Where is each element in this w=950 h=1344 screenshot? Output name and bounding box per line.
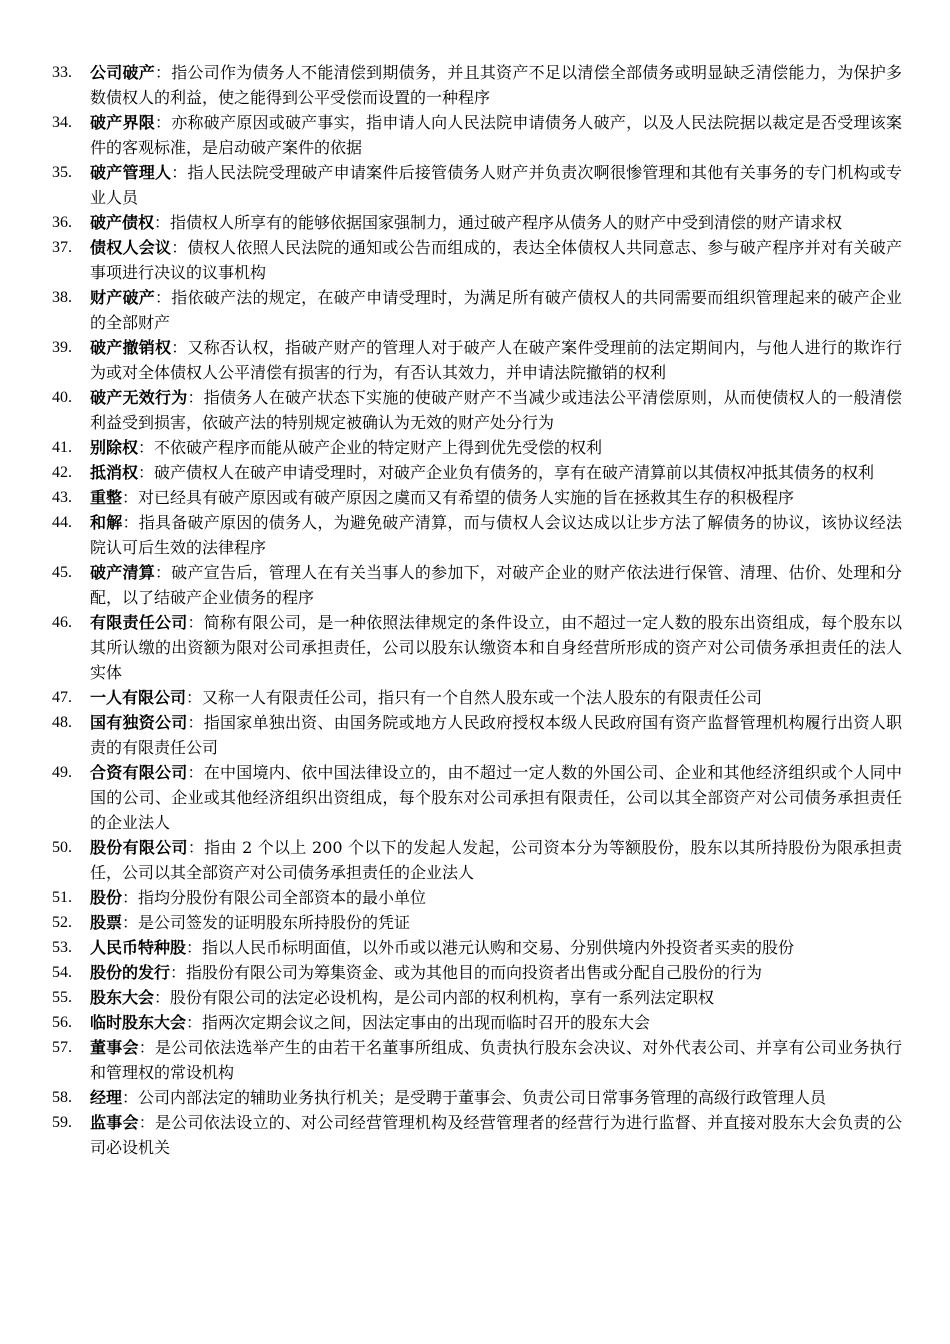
glossary-entry	[52, 1035, 902, 1085]
term-definition: 股份有限公司的法定必设机构，是公司内部的权利机构，享有一系列法定职权	[170, 988, 715, 1007]
term-definition: 是公司依法设立的、对公司经营管理机构及经营管理者的经营行为进行监督、并直接对股东大会负责的公司必设机关	[90, 1113, 902, 1157]
entry-number: 41.	[52, 439, 72, 456]
term-definition: 指债权人所享有的能够依据国家强制力，通过破产程序从债务人的财产中受到清偿的财产请求权	[170, 213, 843, 232]
term-definition: 指股份有限公司为筹集资金、或为其他目的而向投资者出售或分配自己股份的行为	[186, 963, 763, 982]
term-separator: ：	[187, 713, 204, 732]
glossary-entry	[52, 435, 902, 460]
glossary-entry	[52, 560, 902, 610]
term-name: 合资有限公司	[90, 763, 188, 782]
term-separator: ：	[154, 988, 171, 1007]
term-separator: ：	[154, 563, 172, 582]
term-name: 股份有限公司	[90, 838, 188, 857]
term-definition: 指公司作为债务人不能清偿到期债务，并且其资产不足以清偿全部债务或明显缺乏清偿能力，为保护多数债权人的利益，使之能得到公平受偿而设置的一种程序	[90, 63, 902, 107]
entry-number: 53.	[52, 939, 72, 956]
term-separator: ：	[187, 763, 204, 782]
term-separator: ：	[138, 1113, 155, 1132]
term-separator: ：	[187, 613, 204, 632]
entry-number: 44.	[52, 514, 72, 531]
entry-number: 33.	[52, 64, 72, 81]
glossary-entry	[52, 60, 902, 110]
term-separator: ：	[187, 838, 205, 857]
term-name: 股东大会	[90, 988, 155, 1007]
term-definition: 公司内部法定的辅助业务执行机关；是受聘于董事会、负责公司日常事务管理的高级行政管理人员	[138, 1088, 827, 1107]
term-separator: ：	[122, 1088, 139, 1107]
term-definition: 指债务人在破产状态下实施的使破产财产不当减少或违法公平清偿原则，从而使债权人的一般清偿利益受到损害，依破产法的特别规定被确认为无效的财产处分行为	[90, 388, 902, 432]
term-name: 和解	[90, 513, 123, 532]
term-definition: 破产宣告后，管理人在有关当事人的参加下，对破产企业的财产依法进行保管、清理、估价、处理和分配，以了结破产企业债务的程序	[90, 563, 902, 607]
term-name: 公司破产	[90, 63, 155, 82]
entry-number: 34.	[52, 114, 72, 131]
term-separator: ：	[186, 938, 203, 957]
glossary-entry	[52, 960, 902, 985]
term-definition: 指具备破产原因的债务人，为避免破产清算，而与债权人会议达成以让步方法了解债务的协议，该协议经法院认可后生效的法律程序	[90, 513, 902, 557]
entry-number: 38.	[52, 289, 72, 306]
term-name: 破产债权	[90, 213, 155, 232]
entry-number: 56.	[52, 1014, 72, 1031]
entry-number: 48.	[52, 714, 72, 731]
term-definition: 是公司签发的证明股东所持股份的凭证	[138, 913, 411, 932]
glossary-entry	[52, 1110, 902, 1160]
term-name: 破产清算	[90, 563, 155, 582]
term-separator: ：	[170, 963, 187, 982]
entry-number: 39.	[52, 339, 72, 356]
term-name: 股份的发行	[90, 963, 171, 982]
term-separator: ：	[154, 213, 171, 232]
term-name: 破产无效行为	[90, 388, 188, 407]
term-name: 国有独资公司	[90, 713, 188, 732]
entry-number: 46.	[52, 614, 72, 631]
glossary-list	[52, 60, 902, 1160]
glossary-entry	[52, 885, 902, 910]
term-separator: ：	[138, 463, 155, 482]
term-name: 有限责任公司	[90, 613, 188, 632]
term-name: 别除权	[90, 438, 139, 457]
glossary-entry	[52, 835, 902, 885]
term-definition: 指依破产法的规定，在破产申请受理时，为满足所有破产债权人的共同需要而组织管理起来的破产企业的全部财产	[90, 288, 902, 332]
term-separator: ：	[154, 288, 172, 307]
glossary-entry	[52, 460, 902, 485]
glossary-entry	[52, 910, 902, 935]
entry-number: 59.	[52, 1114, 72, 1131]
term-name: 监事会	[90, 1113, 139, 1132]
term-name: 经理	[90, 1088, 123, 1107]
term-separator: ：	[171, 238, 188, 257]
term-name: 人民币特种股	[90, 938, 187, 957]
term-separator: ：	[186, 1013, 203, 1032]
entry-number: 36.	[52, 214, 72, 231]
term-separator: ：	[122, 488, 139, 507]
entry-number: 50.	[52, 839, 72, 856]
term-definition: 指由 2 个以上 200 个以下的发起人发起，公司资本分为等额股份，股东以其所持股份为限承担责任，公司以其全部资产对公司债务承担责任的企业法人	[90, 838, 902, 882]
term-separator: ：	[122, 513, 139, 532]
glossary-entry	[52, 1010, 902, 1035]
term-name: 股份	[90, 888, 123, 907]
glossary-entry	[52, 685, 902, 710]
glossary-entry	[52, 485, 902, 510]
glossary-entry	[52, 110, 902, 160]
term-name: 破产管理人	[90, 163, 172, 182]
glossary-entry	[52, 1085, 902, 1110]
term-name: 财产破产	[90, 288, 155, 307]
term-definition: 在中国境内、依中国法律设立的，由不超过一定人数的外国公司、企业和其他经济组织或个人同中国的公司、企业或其他经济组织出资组成，每个股东对公司承担有限责任，公司以其全部资产对公司债务承担责任的企业法人	[90, 763, 902, 832]
glossary-entry	[52, 335, 902, 385]
term-separator: ：	[154, 113, 172, 132]
term-separator: ：	[171, 163, 188, 182]
term-definition: 不依破产程序而能从破产企业的特定财产上得到优先受偿的权利	[154, 438, 603, 457]
term-definition: 指国家单独出资、由国务院或地方人民政府授权本级人民政府国有资产监督管理机构履行出资人职责的有限责任公司	[90, 713, 902, 757]
glossary-entry	[52, 210, 902, 235]
term-definition: 简称有限公司，是一种依照法律规定的条件设立，由不超过一定人数的股东出资组成，每个股东以其所认缴的出资额为限对公司承担责任，公司以股东认缴资本和自身经营所形成的资产对公司债务承担责任的法人实体	[90, 613, 902, 682]
term-name: 抵消权	[90, 463, 139, 482]
entry-number: 37.	[52, 239, 72, 256]
term-separator: ：	[171, 338, 188, 357]
glossary-entry	[52, 710, 902, 760]
term-separator: ：	[122, 888, 139, 907]
entry-number: 52.	[52, 914, 72, 931]
term-name: 破产撤销权	[90, 338, 172, 357]
term-definition: 破产债权人在破产申请受理时，对破产企业负有债务的，享有在破产清算前以其债权冲抵其债务的权利	[154, 463, 875, 482]
term-name: 债权人会议	[90, 238, 172, 257]
glossary-entry	[52, 610, 902, 685]
term-separator: ：	[122, 913, 139, 932]
glossary-entry	[52, 760, 902, 835]
entry-number: 54.	[52, 964, 72, 981]
term-definition: 指两次定期会议之间，因法定事由的出现而临时召开的股东大会	[202, 1013, 651, 1032]
entry-number: 55.	[52, 989, 72, 1006]
term-separator: ：	[138, 1038, 155, 1057]
term-name: 临时股东大会	[90, 1013, 187, 1032]
entry-number: 51.	[52, 889, 72, 906]
term-definition: 是公司依法选举产生的由若干名董事所组成、负责执行股东会决议、对外代表公司、并享有公司业务执行和管理权的常设机构	[90, 1038, 902, 1082]
term-name: 一人有限公司	[90, 688, 187, 707]
glossary-entry	[52, 985, 902, 1010]
term-definition: 亦称破产原因或破产事实，指申请人向人民法院申请债务人破产，以及人民法院据以裁定是否受理该案件的客观标准，是启动破产案件的依据	[90, 113, 902, 157]
term-definition: 债权人依照人民法院的通知或公告而组成的，表达全体债权人共同意志、参与破产程序并对有关破产事项进行决议的议事机构	[90, 238, 902, 282]
entry-number: 35.	[52, 164, 72, 181]
entry-number: 47.	[52, 689, 72, 706]
term-name: 股票	[90, 913, 123, 932]
term-definition: 对已经具有破产原因或有破产原因之虞而又有希望的债务人实施的旨在拯救其生存的积极程序	[138, 488, 795, 507]
term-separator: ：	[186, 688, 203, 707]
entry-number: 57.	[52, 1039, 72, 1056]
entry-number: 42.	[52, 464, 72, 481]
glossary-entry	[52, 235, 902, 285]
term-definition: 又称一人有限责任公司，指只有一个自然人股东或一个法人股东的有限责任公司	[202, 688, 763, 707]
glossary-entry	[52, 510, 902, 560]
entry-number: 49.	[52, 764, 72, 781]
term-separator: ：	[154, 63, 172, 82]
term-name: 破产界限	[90, 113, 155, 132]
term-definition: 指人民法院受理破产申请案件后接管债务人财产并负责次啊很惨管理和其他有关事务的专门机构或专业人员	[90, 163, 902, 207]
glossary-entry	[52, 385, 902, 435]
entry-number: 58.	[52, 1089, 72, 1106]
glossary-entry	[52, 935, 902, 960]
term-definition: 又称否认权，指破产财产的管理人对于破产人在破产案件受理前的法定期间内，与他人进行的欺诈行为或对全体债权人公平清偿有损害的行为，有否认其效力，并申请法院撤销的权利	[90, 338, 902, 382]
term-name: 重整	[90, 488, 123, 507]
term-separator: ：	[138, 438, 155, 457]
term-separator: ：	[187, 388, 204, 407]
entry-number: 40.	[52, 389, 72, 406]
glossary-entry	[52, 285, 902, 335]
term-definition: 指以人民币标明面值，以外币或以港元认购和交易、分别供境内外投资者买卖的股份	[202, 938, 795, 957]
entry-number: 45.	[52, 564, 72, 581]
term-definition: 指均分股份有限公司全部资本的最小单位	[138, 888, 427, 907]
glossary-entry	[52, 160, 902, 210]
term-name: 董事会	[90, 1038, 139, 1057]
entry-number: 43.	[52, 489, 72, 506]
